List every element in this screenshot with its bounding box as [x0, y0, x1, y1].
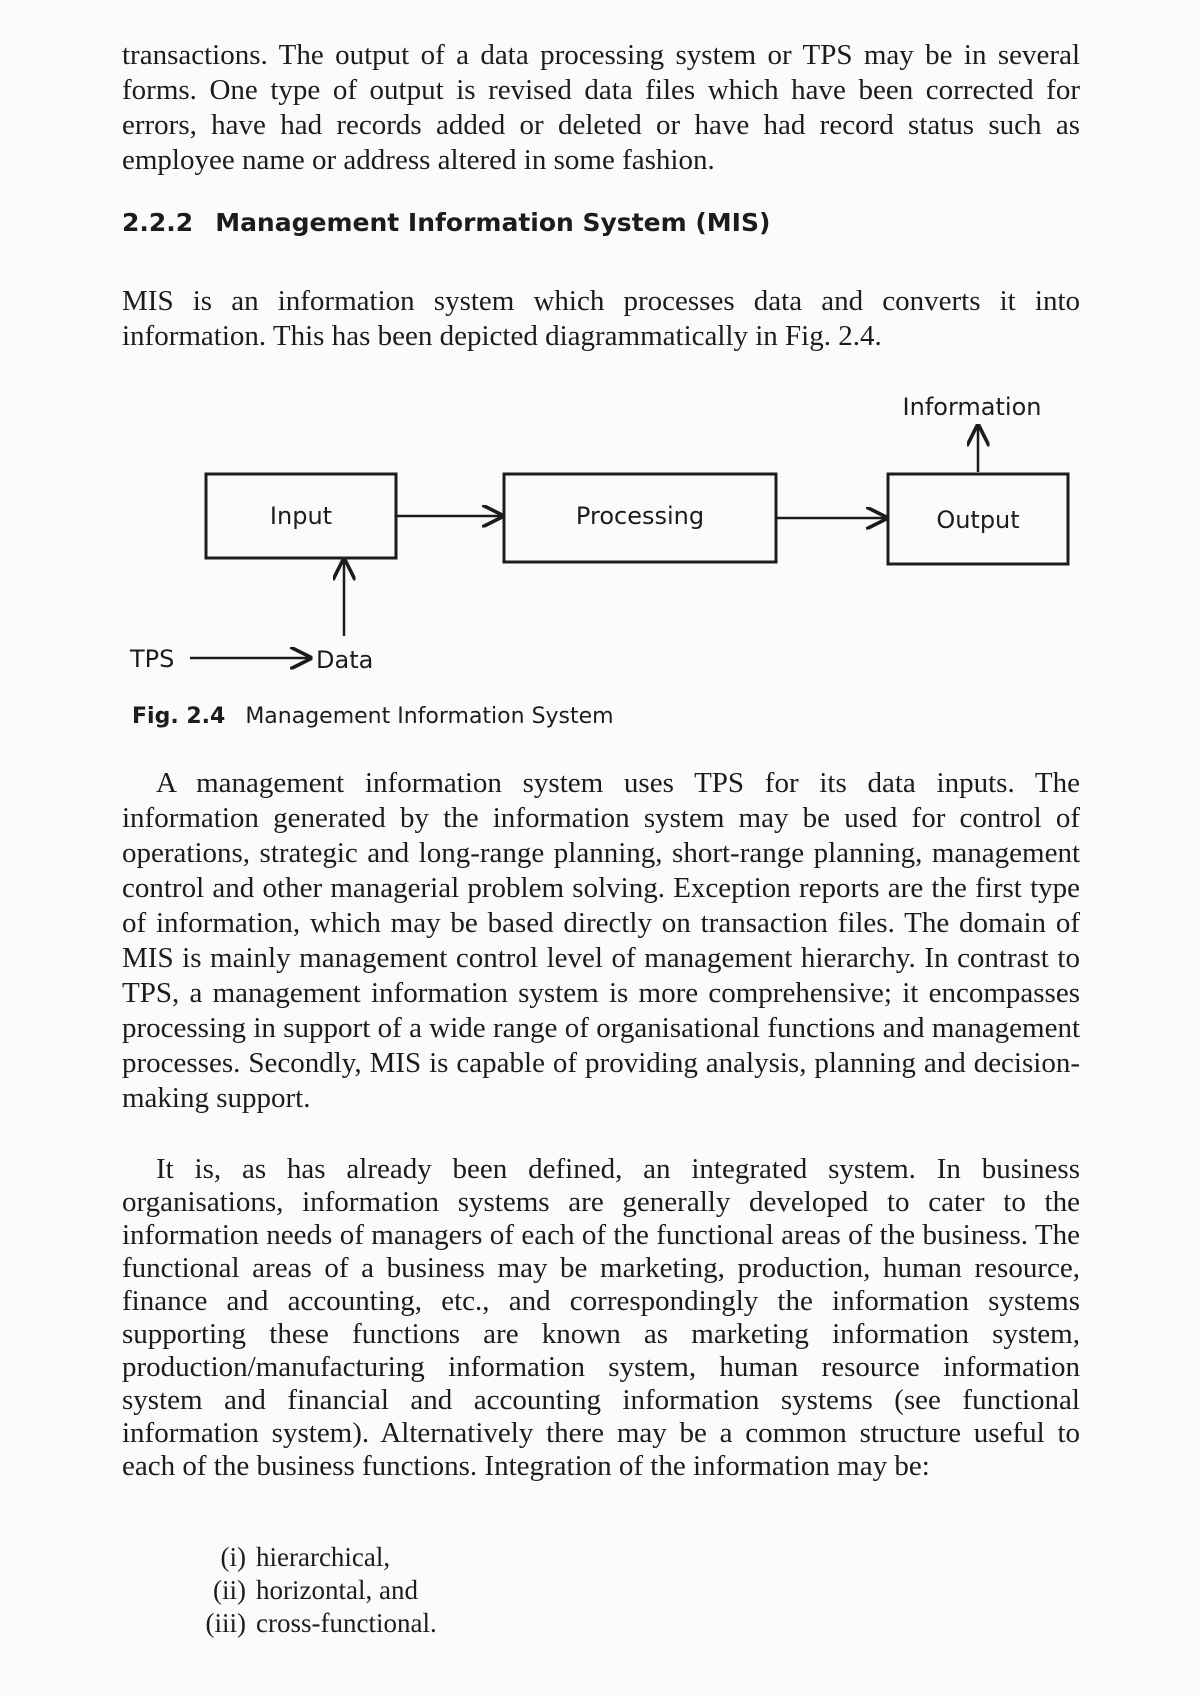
list-item-marker: (ii) [213, 1575, 246, 1605]
input-label: Input [269, 502, 333, 530]
tps-label: TPS [130, 645, 175, 673]
body-paragraph-2: It is, as has already been defined, an integrated system. In business organisations, information systems are generally developed to cater to the information needs of managers of each of the functional areas of the business. The functional areas of a business may be marketing, production, human resource, finance and accounting, etc., and correspondingly the information systems supporting these functions are known as marketing information system, production/manufacturing information system, human resource information system and financial and accounting information systems (see functional information system). Alternatively there may be a common structure useful to each of the business functions. Integration of the information may be: [122, 1153, 1080, 1482]
body-paragraph-1: A management information system uses TPS for its data inputs. The information generated by the information system may be used for control of operations, strategic and long-range planning, short-range planning, management control and other managerial problem solving. Exception reports are the first type of information, which may be based directly on transaction files. The domain of MIS is mainly management control level of management hierarchy. In contrast to TPS, a management information system is more comprehensive; it encompasses processing in support of a wide range of organisational functions and management processes. Secondly, MIS is capable of providing analysis, planning and decision-making support. [122, 767, 1080, 1114]
list-item-marker: (i) [220, 1542, 246, 1572]
section-number: 2.2.2 [122, 208, 194, 237]
list-item-text: cross-functional. [256, 1608, 437, 1638]
processing-label: Processing [575, 502, 705, 530]
figure-caption [132, 704, 614, 729]
figure-caption-text: Management Information System [245, 704, 614, 729]
mis-diagram [0, 0, 1200, 700]
list-item [190, 1607, 437, 1640]
information-label: Information [902, 393, 1042, 421]
data-label: Data [316, 646, 374, 674]
list-item-marker: (iii) [205, 1608, 246, 1638]
list-item-text: horizontal, and [256, 1575, 418, 1605]
figure-caption-label: Fig. 2.4 [132, 704, 226, 729]
section-intro-paragraph: MIS is an information system which processes data and converts it into information. This has been depicted diagrammatically in Fig. 2.4. [122, 285, 1080, 352]
list-item [190, 1574, 437, 1607]
output-label: Output [936, 506, 1020, 534]
list-item [190, 1541, 437, 1574]
integration-list [190, 1541, 437, 1640]
intro-paragraph: transactions. The output of a data processing system or TPS may be in several forms. One type of output is revised data files which have been corrected for errors, have had records added or deleted or have had record status such as employee name or address altered in some fashion. [122, 39, 1080, 176]
list-item-text: hierarchical, [256, 1542, 391, 1572]
section-title: Management Information System (MIS) [215, 208, 771, 237]
